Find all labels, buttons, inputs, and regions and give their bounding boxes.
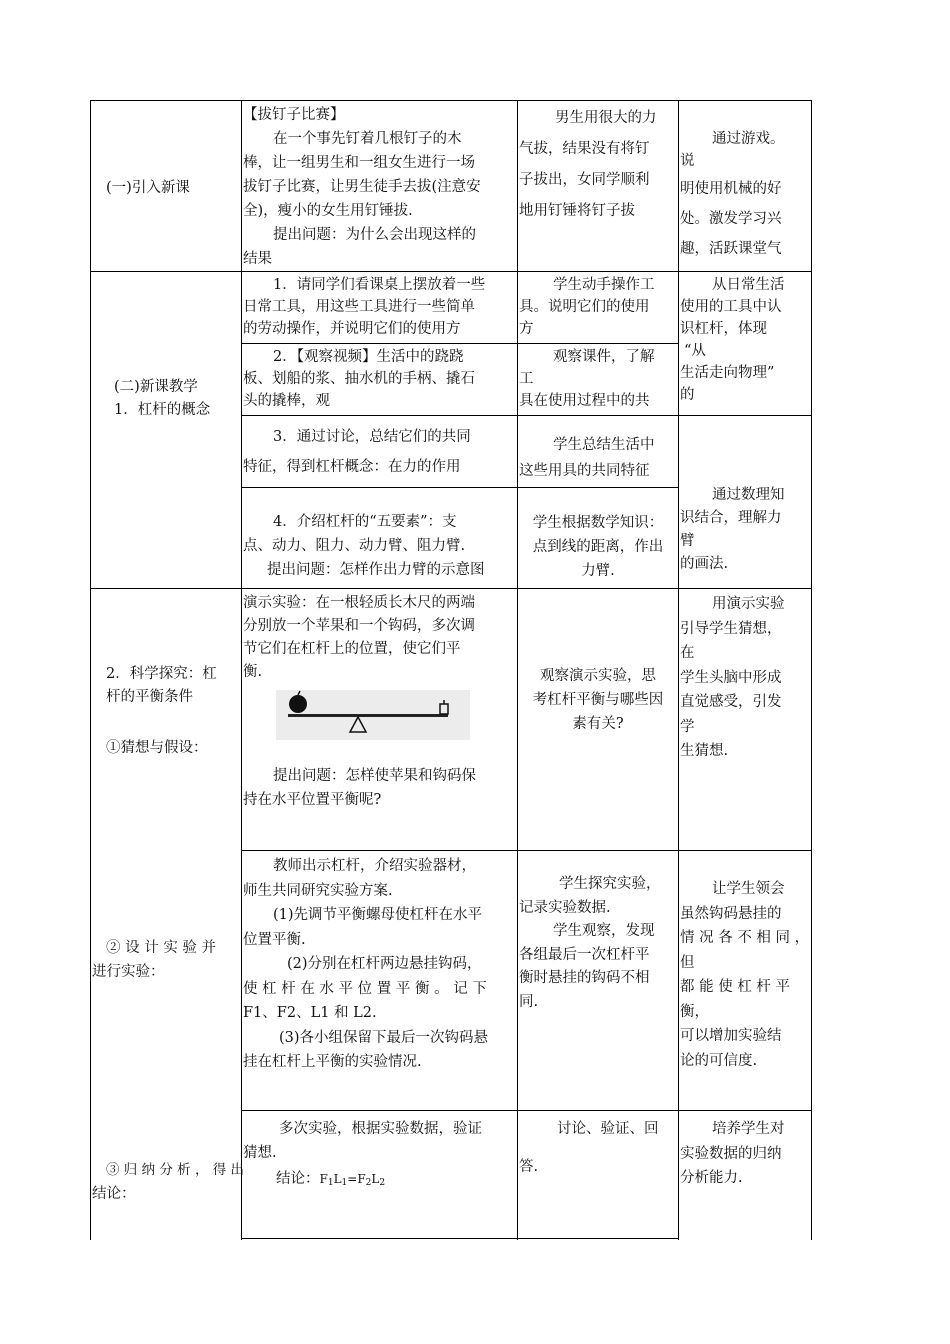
row-divider <box>241 1238 678 1239</box>
section-conclude: ③ 归 纳 分 析 ， 得 出 <box>106 1162 245 1178</box>
conclusion-formula: 结论：$F_1L_1=F_2L_2$ <box>276 1171 386 1188</box>
section-guess: ①猜想与假设： <box>106 740 208 756</box>
section-inquiry-2: 杆的平衡条件 <box>106 689 193 705</box>
section-new-lesson: (二)新课教学 <box>114 379 198 395</box>
row-divider <box>241 487 678 488</box>
row4-student-text: 学生探究实验， 记录实验数据. 学生观察，发现 各组最后一次杠杆平 衡时悬挂的钩码不相 同. <box>519 876 661 1010</box>
section-intro: (一)引入新课 <box>106 180 190 196</box>
hook-weight <box>440 704 448 714</box>
row2b-student-text: 观察课件，了解 工 具在使用过程中的共 <box>519 349 655 409</box>
row5-intent-text: 培养学生对 实验数据的归纳 分析能力. <box>680 1121 785 1186</box>
row2d-student-text: 学生根据数学知识： 点到线的距离，作出 力臂. <box>532 515 664 579</box>
row2d-teacher-text: 4．介绍杠杆的“五要素”：支 点、动力、阻力、动力臂、阻力臂. 提出问题：怎样作出力臂的示意图 <box>243 514 485 578</box>
row3-intent-text: 用演示实验 引导学生猜想， 在 学生头脑中形成 直觉感受，引发 学 生猜想. <box>680 596 785 759</box>
row1-teacher-text: 【拔钉子比赛】 在一个事先钉着几根钉子的木 棒，让一组男生和一组女生进行一场 拔钉子比赛，让男生徒手去拔(注意安 全)，瘦小的女生用钉锤拔. 提出问题：为什么会出现这样的 结果 <box>243 107 481 267</box>
row1-intent-text: 通过游戏。 说 明使用机械的好 处。激发学习兴 趣，活跃课堂气 <box>680 131 785 257</box>
row-divider <box>90 588 812 589</box>
row2c-teacher-text: 3．通过讨论，总结它们的共同 特征，得到杠杆概念：在力的作用 <box>243 429 471 475</box>
row2a-teacher-text: 1．请同学们看课桌上摆放着一些 日常工具，用这些工具进行一些简单 的劳动操作，并说明它们的使用方 <box>243 277 486 337</box>
row2c-student-text: 学生总结生活中 这些用具的共同特征 <box>519 437 655 479</box>
row-divider <box>241 850 811 851</box>
apple-stem <box>298 691 300 695</box>
section-inquiry: 2．科学探究：杠 <box>106 666 217 682</box>
row1-student-text: 男生用很大的力 气拔，结果没有将钉 子拔出，女同学顺利 地用钉锤将钉子拔 <box>519 110 657 219</box>
section-design: ② 设 计 实 验 并 <box>106 940 217 956</box>
row4-teacher-text: 教师出示杠杆，介绍实验器材， 师生共同研究实验方案. (1)先调节平衡螺母使杠杆在水平 位置平衡. (2)分别在杠杆两边悬挂钩码， 使 杠 杆 在 水 平 位 置 平 衡 。 记 下 F1、F2、L1 和 L2. (3)各小组保留下最后一次钩码悬 挂在杠杆上平衡的实验情况. <box>243 858 489 1070</box>
table-top-border <box>90 100 812 101</box>
row3-student-text: 观察演示实验，思 考杠杆平衡与哪些因 素有关? <box>532 668 664 732</box>
row5-student-text: 讨论、验证、回 答. <box>519 1121 659 1175</box>
apple-shape <box>289 695 307 713</box>
row3-question-text: 提出问题：怎样使苹果和钩码保 持在水平位置平衡呢? <box>243 768 476 808</box>
row-divider <box>241 1110 811 1111</box>
lever-balance-illustration <box>276 690 470 740</box>
section-conclude-2: 结论： <box>92 1186 136 1202</box>
lever-demo-figure <box>276 690 470 740</box>
row2a-student-text: 学生动手操作工 具。说明它们的使用 方 <box>519 277 655 337</box>
row-divider <box>90 271 812 272</box>
row4-intent-text: 让学生领会 虽然钩码悬挂的 情 况 各 不 相 同 ， 但 都 能 使 杠 杆 平 衡， 可以增加实验结 论的可信度. <box>680 881 810 1069</box>
section-design-2: 进行实验： <box>92 964 165 980</box>
row2b-teacher-text: 2．【观察视频】生活中的跷跷 板、划船的浆、抽水机的手柄、撬石 头的撬棒，观 <box>243 349 475 409</box>
row2a-intent-text: 从日常生活 使用的工具中认 识杠杆，体现 “从 生活走向物理” 的 <box>680 277 785 403</box>
row5-teacher-text: 多次实验，根据实验数据，验证 猜想. <box>243 1121 482 1161</box>
row2d-intent-text: 通过数理知 识结合，理解力 臂 的画法. <box>680 487 785 572</box>
lever-bar <box>288 714 448 717</box>
fulcrum-triangle <box>350 717 366 732</box>
row-divider <box>241 415 811 416</box>
section-lever-concept: 1．杠杆的概念 <box>114 402 211 418</box>
row-divider <box>241 343 678 344</box>
row3-teacher-text: 演示实验：在一根轻质长木尺的两端 分别放一个苹果和一个钩码，多次调 节它们在杠杆上的位置，使它们平 衡. <box>243 595 475 680</box>
